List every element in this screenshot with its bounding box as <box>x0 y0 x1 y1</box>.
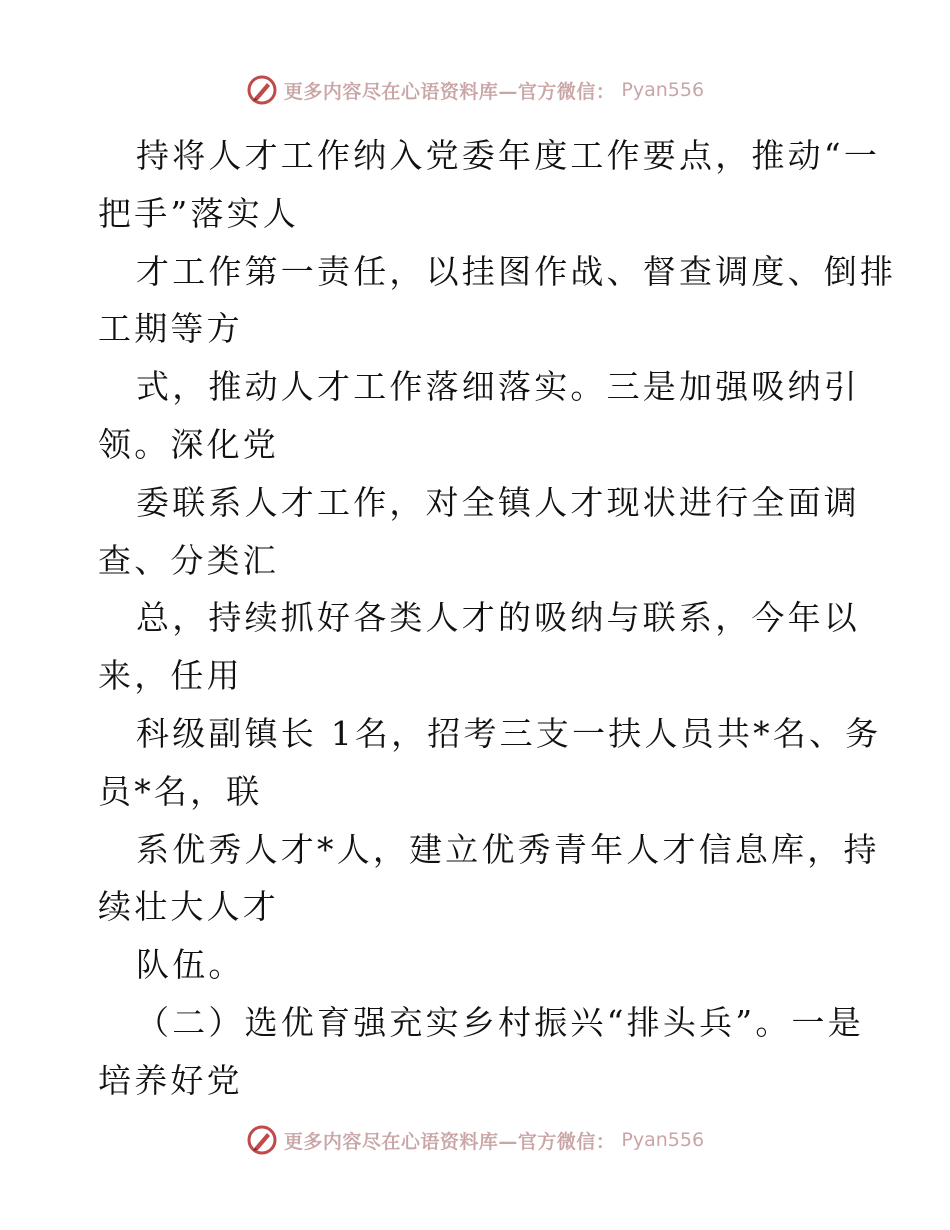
text-line: 才工作第一责任，以挂图作战、督查调度、倒排 <box>136 251 897 291</box>
text-line: 总，持续抓好各类人才的吸纳与联系，今年以 <box>136 598 860 638</box>
watermark-text: 更多内容尽在心语资料库—官方微信： <box>283 80 616 103</box>
text-line: 工期等方 <box>98 309 243 349</box>
text-line: （二）选优育强充实乡村振兴“排头兵”。一是 <box>136 1002 864 1042</box>
text-line: 领。深化党 <box>98 424 279 464</box>
document-body <box>98 127 897 1110</box>
text-line: 员*名，联 <box>98 771 263 811</box>
text-line: 持将人才工作纳入党委年度工作要点，推动“一 <box>136 136 881 175</box>
text-line: 科级副镇长 1名，招考三支一扶人员共*名、务 <box>136 713 882 753</box>
footer-watermark <box>0 1120 950 1160</box>
watermark-id: Pyan556 <box>621 1129 705 1151</box>
text-line: 培养好党 <box>98 1060 243 1100</box>
text-line: 把手”落实人 <box>98 193 300 233</box>
pen-logo-icon <box>246 74 278 106</box>
pen-logo-icon <box>246 1124 278 1156</box>
text-line: 来，任用 <box>98 656 243 696</box>
text-line: 续壮大人才 <box>98 887 279 927</box>
text-line: 查、分类汇 <box>98 540 279 580</box>
text-line: 队伍。 <box>136 945 245 985</box>
text-line: 式，推动人才工作落细落实。三是加强吸纳引 <box>136 367 860 407</box>
watermark-id: Pyan556 <box>621 79 705 101</box>
watermark-text: 更多内容尽在心语资料库—官方微信： <box>283 1130 616 1153</box>
text-line: 委联系人才工作，对全镇人才现状进行全面调 <box>136 482 860 522</box>
text-line: 系优秀人才*人，建立优秀青年人才信息库，持 <box>136 829 880 869</box>
header-watermark <box>0 70 950 110</box>
